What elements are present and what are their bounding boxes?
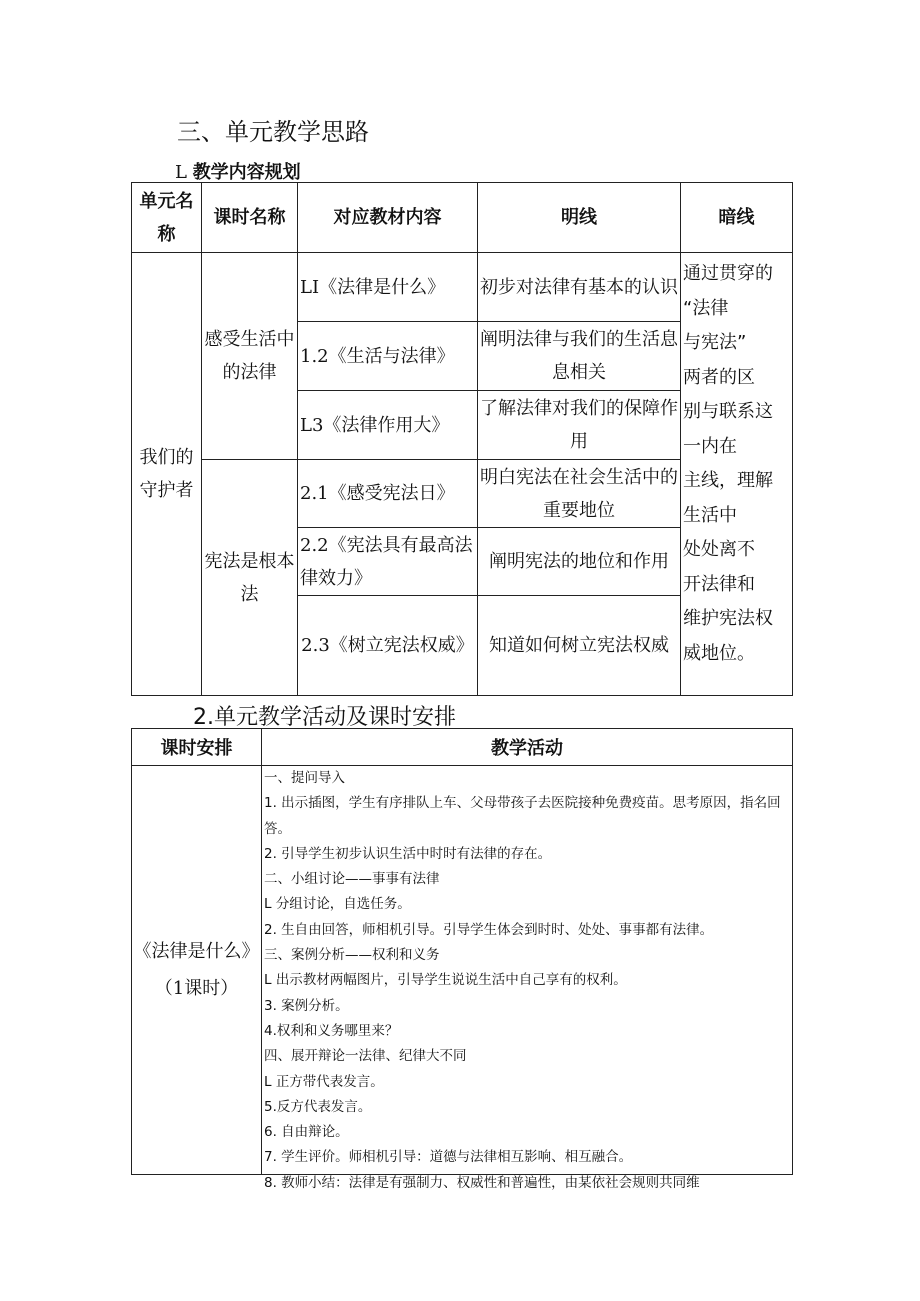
activity-line: 4.权利和义务哪里来？ bbox=[264, 1022, 399, 1039]
anxian-line: “法律 bbox=[683, 297, 729, 319]
activity-line: 1. 出示插图，学生有序排队上车、父母带孩子去医院接种免费疫苗。思考原因，指名回答。 bbox=[264, 795, 781, 837]
anxian-line: 处处离不 bbox=[683, 539, 755, 560]
activity-line: 8. 教师小结：法律是有强制力、权威性和普遍性，由某依社会规则共同维 bbox=[264, 1174, 700, 1191]
anxian-line: 威地位。 bbox=[683, 642, 755, 664]
subsection-prefix: L bbox=[175, 162, 193, 183]
anxian-line: 通过贯穿的 bbox=[683, 263, 773, 284]
activity-line: 2. 引导学生初步认识生活中时时有法律的存在。 bbox=[264, 845, 552, 862]
content-planning-table bbox=[131, 182, 793, 696]
anxian-line: 与宪法” bbox=[683, 332, 747, 353]
header-textbook-content: 对应教材内容 bbox=[298, 183, 478, 253]
activity-line: 三、案例分析——权利和义务 bbox=[264, 947, 440, 964]
anxian-line: 两者的区 bbox=[683, 366, 755, 388]
subsection-title-text: 教学内容规划 bbox=[192, 162, 301, 183]
mingxian-cell: 了解法律对我们的保障作用 bbox=[478, 391, 681, 460]
table-row bbox=[132, 253, 793, 322]
activity-line: 6. 自由辩论。 bbox=[264, 1124, 349, 1141]
anxian-line: 开法律和 bbox=[683, 573, 755, 595]
activity-line: L 正方带代表发言。 bbox=[264, 1073, 384, 1090]
anxian-line: 别与联系这 bbox=[683, 401, 773, 422]
activity-line: L 出示教材两幅图片，引导学生说说生活中自己享有的权利。 bbox=[264, 972, 627, 989]
anxian-line: 维护宪法权 bbox=[683, 608, 773, 629]
textbook-content-cell: 2.3《树立宪法权威》 bbox=[298, 596, 478, 696]
mingxian-cell: 明白宪法在社会生活中的重要地位 bbox=[478, 460, 681, 528]
header-teaching-activities: 教学活动 bbox=[262, 729, 793, 766]
mingxian-cell: 知道如何树立宪法权威 bbox=[478, 596, 681, 696]
activity-line: L 分组讨论，自选任务。 bbox=[264, 896, 411, 913]
header-mingxian: 明线 bbox=[478, 183, 681, 253]
mingxian-cell: 阐明法律与我们的生活息息相关 bbox=[478, 322, 681, 391]
lesson-name-cell: 宪法是根本法 bbox=[202, 460, 298, 696]
activity-line: 二、小组讨论——事事有法律 bbox=[264, 871, 440, 888]
activity-line: 四、展开辩论一法律、纪律大不同 bbox=[264, 1048, 467, 1065]
anxian-line: 主线，理解 bbox=[683, 470, 773, 491]
table-row bbox=[132, 766, 793, 1175]
textbook-content-cell: 2.1《感受宪法日》 bbox=[298, 460, 478, 528]
section-heading: 三、单元教学思路 bbox=[177, 118, 369, 146]
header-lesson-name: 课时名称 bbox=[202, 183, 298, 253]
table-header-row bbox=[132, 729, 793, 766]
activity-line: 5.反方代表发言。 bbox=[264, 1098, 372, 1115]
anxian-line: 一内在 bbox=[683, 435, 737, 457]
activities-cell bbox=[262, 766, 793, 1191]
lesson-name-cell: 感受生活中的法律 bbox=[202, 253, 298, 460]
header-lesson-schedule: 课时安排 bbox=[132, 729, 262, 766]
subsection-title-activities: 2.单元教学活动及课时安排 bbox=[193, 705, 456, 730]
lesson-schedule-cell: 《法律是什么》（1课时） bbox=[132, 766, 262, 1175]
subsection-title-content-planning bbox=[175, 158, 301, 184]
textbook-content-cell: LI《法律是什么》 bbox=[298, 253, 478, 322]
textbook-content-cell: L3《法律作用大》 bbox=[298, 391, 478, 460]
activity-line: 7. 学生评价。师相机引导：道德与法律相互影响、相互融合。 bbox=[264, 1149, 633, 1166]
activity-line: 3. 案例分析。 bbox=[264, 997, 349, 1014]
table-header-row bbox=[132, 183, 793, 253]
activities-table bbox=[131, 728, 793, 1191]
unit-name-cell: 我们的守护者 bbox=[132, 253, 202, 696]
activity-line: 2. 生自由回答，师相机引导。引导学生体会到时时、处处、事事都有法律。 bbox=[264, 921, 714, 938]
textbook-content-cell: 1.2《生活与法律》 bbox=[298, 322, 478, 391]
mingxian-cell: 初步对法律有基本的认识 bbox=[478, 253, 681, 322]
activity-line: 一、提问导入 bbox=[264, 770, 345, 786]
anxian-cell bbox=[681, 253, 793, 696]
anxian-line: 生活中 bbox=[683, 504, 737, 526]
header-unit-name: 单元名称 bbox=[132, 183, 202, 253]
textbook-content-cell: 2.2《宪法具有最高法律效力》 bbox=[298, 528, 478, 596]
header-anxian: 暗线 bbox=[681, 183, 793, 253]
mingxian-cell: 阐明宪法的地位和作用 bbox=[478, 528, 681, 596]
